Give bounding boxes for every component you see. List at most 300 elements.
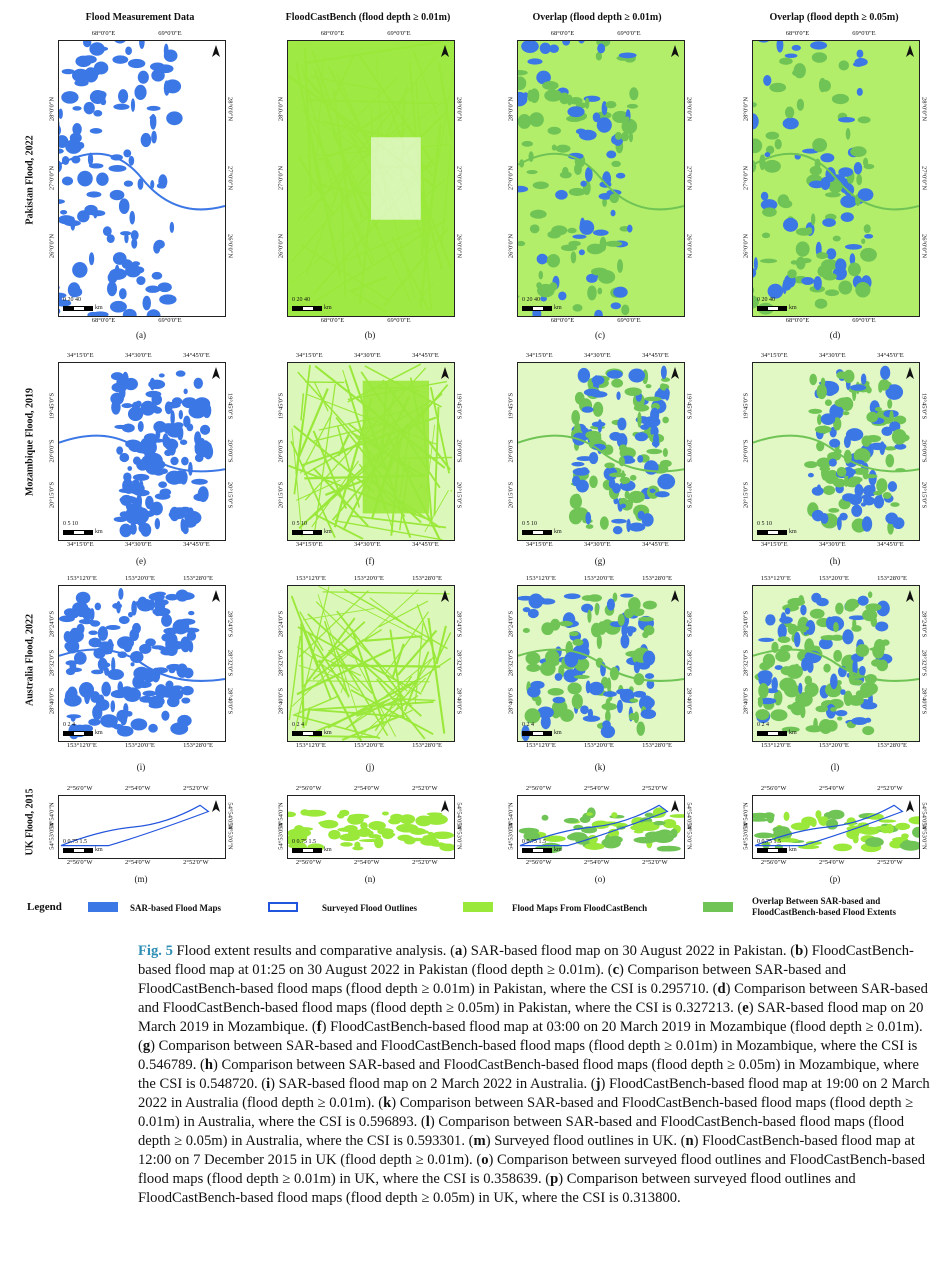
flood-map-texture bbox=[753, 586, 919, 741]
longitude-tick-top: 2°52'0"W bbox=[642, 785, 668, 792]
scale-unit: km bbox=[554, 529, 562, 535]
flood-map-svg bbox=[59, 586, 225, 741]
scale-label: 0 20 40 bbox=[522, 297, 540, 303]
caption-panel-letter: b bbox=[795, 943, 804, 959]
flood-map-texture bbox=[288, 41, 454, 316]
latitude-tick-right: 54°54'0"N bbox=[226, 801, 234, 830]
panel-label: (b) bbox=[364, 330, 376, 340]
longitude-tick-bottom: 153°12'0"E bbox=[760, 742, 791, 749]
panel-label: (f) bbox=[365, 556, 375, 566]
north-arrow-icon bbox=[211, 589, 221, 603]
flood-map-texture bbox=[59, 370, 225, 537]
longitude-tick-bottom: 34°15'0"E bbox=[525, 541, 553, 548]
longitude-tick-bottom: 69°0'0"E bbox=[852, 317, 876, 324]
scale-unit: km bbox=[95, 847, 103, 853]
north-arrow-icon bbox=[670, 799, 680, 813]
map-panel-pakistan-overlap2 bbox=[752, 40, 920, 317]
panel-label: (i) bbox=[136, 762, 146, 772]
latitude-tick-right: 28°32'0"S bbox=[455, 649, 463, 676]
longitude-tick-top: 2°54'0"W bbox=[125, 785, 151, 792]
panel-label: (n) bbox=[364, 874, 376, 884]
flood-map-svg bbox=[753, 586, 919, 741]
latitude-tick-left: 20°0'0"S bbox=[742, 438, 750, 463]
scale-unit: km bbox=[95, 730, 103, 736]
latitude-tick-right: 28°32'0"S bbox=[226, 649, 234, 676]
longitude-tick-top: 2°54'0"W bbox=[584, 785, 610, 792]
latitude-tick-left: 27°0'0"N bbox=[742, 165, 750, 190]
legend-label-floodcastbench: Flood Maps From FloodCastBench bbox=[512, 903, 648, 913]
north-arrow-icon bbox=[211, 366, 221, 380]
latitude-tick-left: 19°45'0"S bbox=[742, 393, 750, 420]
latitude-tick-right: 20°15'0"S bbox=[685, 481, 693, 508]
scale-bar bbox=[63, 530, 93, 535]
longitude-tick-bottom: 34°15'0"E bbox=[760, 541, 788, 548]
latitude-tick-right: 54°53'0"N bbox=[920, 822, 928, 851]
scale-bar bbox=[292, 731, 322, 736]
longitude-tick-bottom: 68°0'0"E bbox=[320, 317, 345, 324]
latitude-tick-left: 20°15'0"S bbox=[48, 481, 56, 508]
caption-text: ) SAR-based flood map on 2 March 2022 in Australia. ( bbox=[270, 1076, 596, 1092]
caption-text: ) SAR-based flood map on 20 March 2019 in Mozambique. ( bbox=[138, 1000, 924, 1035]
longitude-tick-top: 68°0'0"E bbox=[91, 30, 116, 37]
scale-bar bbox=[292, 848, 322, 853]
longitude-tick-top: 153°12'0"E bbox=[760, 575, 791, 582]
latitude-tick-left: 27°0'0"N bbox=[277, 165, 285, 190]
caption-text: ) Comparison between surveyed flood outlines and FloodCastBench-based flood maps (flood depth ≥ 0.01m) in UK, where the CSI is 0.358639. ( bbox=[138, 1152, 926, 1187]
caption-panel-letter: c bbox=[612, 962, 620, 978]
longitude-tick-bottom: 153°12'0"E bbox=[66, 742, 97, 749]
longitude-tick-top: 34°30'0"E bbox=[354, 352, 381, 359]
flood-map-texture bbox=[518, 363, 684, 540]
latitude-tick-left: 28°0'0"N bbox=[277, 96, 285, 121]
column-title-floodcastbench: FloodCastBench (flood depth ≥ 0.01m) bbox=[285, 12, 451, 23]
latitude-tick-right: 26°0'0"N bbox=[455, 234, 463, 259]
flood-map-texture bbox=[753, 41, 919, 316]
map-panel-mozambique-overlap2 bbox=[752, 362, 920, 541]
flood-map-svg bbox=[59, 363, 225, 540]
latitude-tick-right: 54°54'0"N bbox=[920, 801, 928, 830]
longitude-tick-bottom: 153°20'0"E bbox=[819, 742, 849, 749]
scale-unit: km bbox=[554, 730, 562, 736]
column-title-flood-measurement: Flood Measurement Data bbox=[85, 12, 195, 23]
column-title-overlap-005: Overlap (flood depth ≥ 0.05m) bbox=[769, 12, 899, 23]
scale-label: 0 0.75 1.5 bbox=[63, 839, 87, 845]
longitude-tick-top: 68°0'0"E bbox=[320, 30, 345, 37]
caption-panel-letter: k bbox=[383, 1095, 392, 1111]
longitude-tick-bottom: 2°52'0"W bbox=[412, 859, 438, 866]
longitude-tick-top: 34°45'0"E bbox=[183, 352, 210, 359]
caption-text: ) FloodCastBench-based flood map at 03:00 on 20 March 2019 in Mozambique (flood depth ≥ 0.01m). ( bbox=[138, 1019, 923, 1054]
scale-unit: km bbox=[554, 847, 562, 853]
scale-label: 0 0.75 1.5 bbox=[292, 839, 316, 845]
latitude-tick-left: 28°40'0"S bbox=[277, 688, 285, 715]
north-arrow-icon bbox=[211, 799, 221, 813]
longitude-tick-bottom: 69°0'0"E bbox=[158, 317, 182, 324]
longitude-tick-top: 68°0'0"E bbox=[785, 30, 810, 37]
latitude-tick-left: 54°53'0"N bbox=[507, 822, 515, 851]
map-panel-uk-overlap1 bbox=[517, 795, 685, 859]
scale-unit: km bbox=[95, 529, 103, 535]
latitude-tick-left: 28°24'0"S bbox=[742, 610, 750, 637]
longitude-tick-top: 153°12'0"E bbox=[525, 575, 556, 582]
map-panel-mozambique-sar bbox=[58, 362, 226, 541]
map-panel-australia-bench bbox=[287, 585, 455, 742]
caption-text: ) Comparison between SAR-based and FloodCastBench-based flood maps (flood depth ≥ 0.05m) in Australia, where the CSI is 0.593301. ( bbox=[138, 1114, 905, 1149]
latitude-tick-right: 28°40'0"S bbox=[226, 688, 234, 715]
latitude-tick-left: 28°0'0"N bbox=[742, 96, 750, 121]
latitude-tick-left: 27°0'0"N bbox=[507, 165, 515, 190]
longitude-tick-top: 34°15'0"E bbox=[295, 352, 323, 359]
latitude-tick-left: 28°40'0"S bbox=[48, 688, 56, 715]
flood-map-svg bbox=[518, 41, 684, 316]
latitude-tick-right: 26°0'0"N bbox=[226, 234, 234, 259]
scale-label: 0 20 40 bbox=[757, 297, 775, 303]
longitude-tick-bottom: 34°45'0"E bbox=[877, 541, 904, 548]
scale-bar bbox=[757, 848, 787, 853]
north-arrow-icon bbox=[440, 366, 450, 380]
scale-unit: km bbox=[95, 305, 103, 311]
longitude-tick-bottom: 34°15'0"E bbox=[66, 541, 94, 548]
longitude-tick-top: 2°52'0"W bbox=[183, 785, 209, 792]
longitude-tick-bottom: 2°52'0"W bbox=[183, 859, 209, 866]
longitude-tick-bottom: 153°12'0"E bbox=[525, 742, 556, 749]
north-arrow-icon bbox=[905, 589, 915, 603]
panel-label: (l) bbox=[830, 762, 840, 772]
caption-panel-letter: n bbox=[685, 1133, 694, 1149]
longitude-tick-bottom: 34°45'0"E bbox=[642, 541, 669, 548]
longitude-tick-bottom: 34°15'0"E bbox=[295, 541, 323, 548]
map-panel-pakistan-sar bbox=[58, 40, 226, 317]
legend-swatch-surveyed bbox=[268, 902, 298, 912]
latitude-tick-left: 20°15'0"S bbox=[742, 481, 750, 508]
scale-bar bbox=[757, 530, 787, 535]
latitude-tick-left: 54°53'0"N bbox=[277, 822, 285, 851]
latitude-tick-left: 28°40'0"S bbox=[507, 688, 515, 715]
longitude-tick-top: 34°15'0"E bbox=[525, 352, 553, 359]
latitude-tick-left: 26°0'0"N bbox=[48, 234, 56, 259]
panel-label: (e) bbox=[136, 556, 146, 566]
longitude-tick-bottom: 2°56'0"W bbox=[295, 859, 322, 866]
scale-bar bbox=[292, 530, 322, 535]
north-arrow-icon bbox=[440, 589, 450, 603]
latitude-tick-right: 28°40'0"S bbox=[455, 688, 463, 715]
longitude-tick-bottom: 68°0'0"E bbox=[550, 317, 575, 324]
latitude-tick-right: 28°24'0"S bbox=[920, 610, 928, 637]
scale-label: 0 5 10 bbox=[522, 521, 537, 527]
latitude-tick-right: 19°45'0"S bbox=[226, 393, 234, 420]
longitude-tick-bottom: 2°56'0"W bbox=[760, 859, 787, 866]
latitude-tick-left: 28°24'0"S bbox=[277, 610, 285, 637]
scale-label: 0 20 40 bbox=[63, 297, 81, 303]
latitude-tick-right: 54°53'0"N bbox=[226, 822, 234, 851]
flood-map-svg bbox=[288, 586, 454, 741]
latitude-tick-right: 19°45'0"S bbox=[685, 393, 693, 420]
flood-map-texture bbox=[519, 805, 684, 853]
longitude-tick-top: 69°0'0"E bbox=[617, 30, 641, 37]
latitude-tick-right: 28°32'0"S bbox=[685, 649, 693, 676]
latitude-tick-right: 28°24'0"S bbox=[685, 610, 693, 637]
scale-bar bbox=[292, 306, 322, 311]
latitude-tick-left: 20°0'0"S bbox=[277, 438, 285, 463]
caption-text: ) FloodCastBench-based flood map at 12:00 on 7 December 2015 in UK (flood depth ≥ 0.01m). ( bbox=[138, 1133, 915, 1168]
longitude-tick-top: 69°0'0"E bbox=[852, 30, 876, 37]
latitude-tick-right: 54°54'0"N bbox=[685, 801, 693, 830]
latitude-tick-right: 54°54'0"N bbox=[455, 801, 463, 830]
longitude-tick-bottom: 153°28'0"E bbox=[877, 742, 907, 749]
latitude-tick-left: 19°45'0"S bbox=[507, 393, 515, 420]
row-label-mozambique: Mozambique Flood, 2019 bbox=[24, 387, 36, 497]
longitude-tick-top: 34°45'0"E bbox=[412, 352, 439, 359]
caption-panel-letter: m bbox=[473, 1133, 486, 1149]
latitude-tick-right: 28°40'0"S bbox=[920, 688, 928, 715]
latitude-tick-right: 28°0'0"N bbox=[226, 96, 234, 121]
north-arrow-icon bbox=[440, 799, 450, 813]
column-title-overlap-001: Overlap (flood depth ≥ 0.01m) bbox=[532, 12, 662, 23]
longitude-tick-top: 34°15'0"E bbox=[66, 352, 94, 359]
scale-label: 0 5 10 bbox=[757, 521, 772, 527]
north-arrow-icon bbox=[440, 44, 450, 58]
caption-panel-letter: h bbox=[204, 1057, 214, 1073]
longitude-tick-top: 34°30'0"E bbox=[819, 352, 846, 359]
map-panel-pakistan-bench bbox=[287, 40, 455, 317]
latitude-tick-left: 19°45'0"S bbox=[277, 393, 285, 420]
caption-text: ) Comparison between SAR-based and FloodCastBench-based flood maps (flood depth ≥ 0.01m) in Australia, where the CSI is 0.596893. ( bbox=[138, 1095, 914, 1130]
latitude-tick-left: 54°54'0"N bbox=[48, 801, 56, 830]
scale-bar bbox=[522, 530, 552, 535]
scale-unit: km bbox=[324, 847, 332, 853]
flood-map-texture bbox=[753, 805, 919, 852]
scale-unit: km bbox=[324, 529, 332, 535]
latitude-tick-left: 28°24'0"S bbox=[507, 610, 515, 637]
latitude-tick-right: 54°53'0"N bbox=[685, 822, 693, 851]
caption-text: ) Comparison between SAR-based and FloodCastBench-based flood maps (flood depth ≥ 0.05m) in Pakistan, where the CSI is 0.327213. ( bbox=[138, 981, 928, 1016]
longitude-tick-top: 68°0'0"E bbox=[550, 30, 575, 37]
longitude-tick-top: 153°28'0"E bbox=[183, 575, 213, 582]
longitude-tick-bottom: 34°30'0"E bbox=[125, 541, 152, 548]
latitude-tick-right: 26°0'0"N bbox=[685, 234, 693, 259]
flood-map-svg bbox=[288, 41, 454, 316]
longitude-tick-bottom: 34°30'0"E bbox=[584, 541, 611, 548]
map-panel-australia-overlap2 bbox=[752, 585, 920, 742]
latitude-tick-left: 54°54'0"N bbox=[742, 801, 750, 830]
longitude-tick-top: 2°56'0"W bbox=[760, 785, 787, 792]
latitude-tick-right: 20°15'0"S bbox=[920, 481, 928, 508]
scale-label: 0 5 10 bbox=[63, 521, 78, 527]
scale-unit: km bbox=[554, 305, 562, 311]
scale-bar bbox=[757, 731, 787, 736]
longitude-tick-bottom: 2°52'0"W bbox=[642, 859, 668, 866]
row-label-australia: Australia Flood, 2022 bbox=[24, 614, 36, 706]
longitude-tick-top: 2°54'0"W bbox=[354, 785, 380, 792]
latitude-tick-right: 20°15'0"S bbox=[455, 481, 463, 508]
caption-text: ) FloodCastBench-based flood map at 01:25 on 30 August 2022 in Pakistan (flood depth ≥ 0.01m). ( bbox=[138, 943, 914, 978]
map-panel-uk-sar bbox=[58, 795, 226, 859]
scale-bar bbox=[522, 306, 552, 311]
caption-text: Flood extent results and comparative analysis. ( bbox=[172, 943, 455, 959]
longitude-tick-top: 34°45'0"E bbox=[877, 352, 904, 359]
flood-map-texture bbox=[59, 588, 225, 739]
longitude-tick-top: 153°20'0"E bbox=[125, 575, 155, 582]
flood-map-svg bbox=[59, 41, 225, 316]
caption-text: ) Surveyed flood outlines in UK. ( bbox=[485, 1133, 686, 1149]
caption-panel-letter: f bbox=[316, 1019, 322, 1035]
longitude-tick-top: 34°30'0"E bbox=[584, 352, 611, 359]
legend-title: Legend bbox=[27, 901, 62, 913]
north-arrow-icon bbox=[670, 366, 680, 380]
longitude-tick-bottom: 68°0'0"E bbox=[785, 317, 810, 324]
flood-map-texture bbox=[518, 41, 684, 316]
longitude-tick-top: 153°20'0"E bbox=[819, 575, 849, 582]
latitude-tick-right: 27°0'0"N bbox=[455, 165, 463, 190]
caption-panel-letter: j bbox=[595, 1076, 601, 1092]
longitude-tick-bottom: 68°0'0"E bbox=[91, 317, 116, 324]
latitude-tick-left: 28°32'0"S bbox=[277, 649, 285, 676]
longitude-tick-bottom: 2°56'0"W bbox=[525, 859, 552, 866]
north-arrow-icon bbox=[905, 44, 915, 58]
latitude-tick-right: 20°0'0"S bbox=[455, 438, 463, 463]
latitude-tick-right: 20°0'0"S bbox=[685, 438, 693, 463]
latitude-tick-right: 20°15'0"S bbox=[226, 481, 234, 508]
longitude-tick-bottom: 34°45'0"E bbox=[412, 541, 439, 548]
legend-swatch-overlap bbox=[703, 902, 733, 912]
figure-legend bbox=[0, 895, 949, 923]
flood-map-texture bbox=[59, 41, 225, 316]
scale-unit: km bbox=[324, 730, 332, 736]
scale-bar bbox=[63, 731, 93, 736]
panel-label: (o) bbox=[594, 874, 606, 884]
scale-bar bbox=[522, 848, 552, 853]
latitude-tick-left: 19°45'0"S bbox=[48, 393, 56, 420]
scale-label: 0 20 40 bbox=[292, 297, 310, 303]
latitude-tick-left: 26°0'0"N bbox=[742, 234, 750, 259]
longitude-tick-bottom: 2°54'0"W bbox=[354, 859, 380, 866]
longitude-tick-bottom: 2°52'0"W bbox=[877, 859, 903, 866]
longitude-tick-top: 34°30'0"E bbox=[125, 352, 152, 359]
flood-map-texture bbox=[288, 363, 454, 540]
latitude-tick-right: 27°0'0"N bbox=[226, 165, 234, 190]
longitude-tick-top: 153°28'0"E bbox=[642, 575, 672, 582]
caption-panel-letter: e bbox=[742, 1000, 749, 1016]
longitude-tick-top: 2°56'0"W bbox=[525, 785, 552, 792]
map-panel-uk-overlap2 bbox=[752, 795, 920, 859]
scale-unit: km bbox=[789, 529, 797, 535]
latitude-tick-right: 28°40'0"S bbox=[685, 688, 693, 715]
longitude-tick-top: 34°15'0"E bbox=[760, 352, 788, 359]
panel-label: (a) bbox=[136, 330, 146, 340]
scale-bar bbox=[522, 731, 552, 736]
latitude-tick-left: 20°0'0"S bbox=[507, 438, 515, 463]
flood-map-svg bbox=[518, 363, 684, 540]
flood-map-texture bbox=[288, 809, 454, 853]
longitude-tick-bottom: 34°45'0"E bbox=[183, 541, 210, 548]
panel-label: (c) bbox=[595, 330, 605, 340]
caption-panel-letter: i bbox=[266, 1076, 271, 1092]
longitude-tick-bottom: 2°54'0"W bbox=[584, 859, 610, 866]
longitude-tick-bottom: 34°30'0"E bbox=[354, 541, 381, 548]
north-arrow-icon bbox=[670, 589, 680, 603]
latitude-tick-left: 54°53'0"N bbox=[742, 822, 750, 851]
latitude-tick-right: 19°45'0"S bbox=[920, 393, 928, 420]
legend-swatch-floodcastbench bbox=[463, 902, 493, 912]
scale-bar bbox=[63, 848, 93, 853]
legend-label-sar: SAR-based Flood Maps bbox=[130, 903, 222, 913]
latitude-tick-right: 27°0'0"N bbox=[920, 165, 928, 190]
latitude-tick-left: 28°40'0"S bbox=[742, 688, 750, 715]
latitude-tick-right: 19°45'0"S bbox=[455, 393, 463, 420]
north-arrow-icon bbox=[211, 44, 221, 58]
longitude-tick-top: 153°28'0"E bbox=[412, 575, 442, 582]
longitude-tick-top: 34°45'0"E bbox=[642, 352, 669, 359]
north-arrow-icon bbox=[905, 366, 915, 380]
legend-label-overlap: Overlap Between SAR-based and FloodCastBench-based Flood Extents bbox=[752, 896, 897, 917]
caption-panel-letter: a bbox=[454, 943, 463, 959]
flood-map-svg bbox=[518, 586, 684, 741]
longitude-tick-top: 2°52'0"W bbox=[877, 785, 903, 792]
scale-label: 0 2 4 bbox=[522, 722, 534, 728]
scale-bar bbox=[757, 306, 787, 311]
longitude-tick-top: 2°56'0"W bbox=[295, 785, 322, 792]
longitude-tick-top: 153°12'0"E bbox=[66, 575, 97, 582]
map-panel-pakistan-overlap1 bbox=[517, 40, 685, 317]
latitude-tick-right: 28°24'0"S bbox=[226, 610, 234, 637]
scale-label: 0 0.75 1.5 bbox=[757, 839, 781, 845]
latitude-tick-left: 20°15'0"S bbox=[277, 481, 285, 508]
scale-unit: km bbox=[324, 305, 332, 311]
latitude-tick-left: 28°0'0"N bbox=[48, 96, 56, 121]
latitude-tick-right: 20°0'0"S bbox=[920, 438, 928, 463]
legend-label-surveyed: Surveyed Flood Outlines bbox=[322, 903, 418, 913]
longitude-tick-top: 153°20'0"E bbox=[354, 575, 384, 582]
longitude-tick-bottom: 2°54'0"W bbox=[125, 859, 151, 866]
panel-label: (d) bbox=[829, 330, 841, 340]
map-panel-australia-overlap1 bbox=[517, 585, 685, 742]
longitude-tick-bottom: 153°28'0"E bbox=[642, 742, 672, 749]
longitude-tick-bottom: 153°20'0"E bbox=[354, 742, 384, 749]
latitude-tick-left: 20°0'0"S bbox=[48, 438, 56, 463]
longitude-tick-bottom: 34°30'0"E bbox=[819, 541, 846, 548]
caption-panel-letter: o bbox=[481, 1152, 489, 1168]
longitude-tick-top: 153°20'0"E bbox=[584, 575, 614, 582]
latitude-tick-left: 26°0'0"N bbox=[277, 234, 285, 259]
map-panel-uk-bench bbox=[287, 795, 455, 859]
latitude-tick-left: 28°32'0"S bbox=[48, 649, 56, 676]
longitude-tick-top: 69°0'0"E bbox=[158, 30, 182, 37]
latitude-tick-right: 20°0'0"S bbox=[226, 438, 234, 463]
row-label-uk: UK Flood, 2015 bbox=[24, 788, 36, 856]
scale-label: 0 5 10 bbox=[292, 521, 307, 527]
longitude-tick-top: 2°54'0"W bbox=[819, 785, 845, 792]
longitude-tick-top: 69°0'0"E bbox=[387, 30, 411, 37]
flood-map-texture bbox=[518, 586, 684, 741]
caption-panel-letter: l bbox=[425, 1114, 430, 1130]
latitude-tick-left: 28°32'0"S bbox=[742, 649, 750, 676]
longitude-tick-top: 2°56'0"W bbox=[66, 785, 93, 792]
caption-panel-letter: p bbox=[550, 1171, 559, 1187]
figure-caption bbox=[138, 942, 930, 1208]
row-label-pakistan: Pakistan Flood, 2022 bbox=[24, 135, 36, 225]
panel-label: (h) bbox=[829, 556, 841, 566]
latitude-tick-right: 54°53'0"N bbox=[455, 822, 463, 851]
longitude-tick-bottom: 69°0'0"E bbox=[617, 317, 641, 324]
flood-map-svg bbox=[753, 363, 919, 540]
longitude-tick-bottom: 69°0'0"E bbox=[387, 317, 411, 324]
scale-label: 0 0.75 1.5 bbox=[522, 839, 546, 845]
caption-text: ) Comparison between SAR-based and FloodCastBench-based flood maps (flood depth ≥ 0.01m) in Pakistan, where the CSI is 0.295710. ( bbox=[138, 962, 847, 997]
longitude-tick-bottom: 153°12'0"E bbox=[295, 742, 326, 749]
scale-unit: km bbox=[789, 305, 797, 311]
longitude-tick-bottom: 153°28'0"E bbox=[412, 742, 442, 749]
longitude-tick-top: 153°28'0"E bbox=[877, 575, 907, 582]
